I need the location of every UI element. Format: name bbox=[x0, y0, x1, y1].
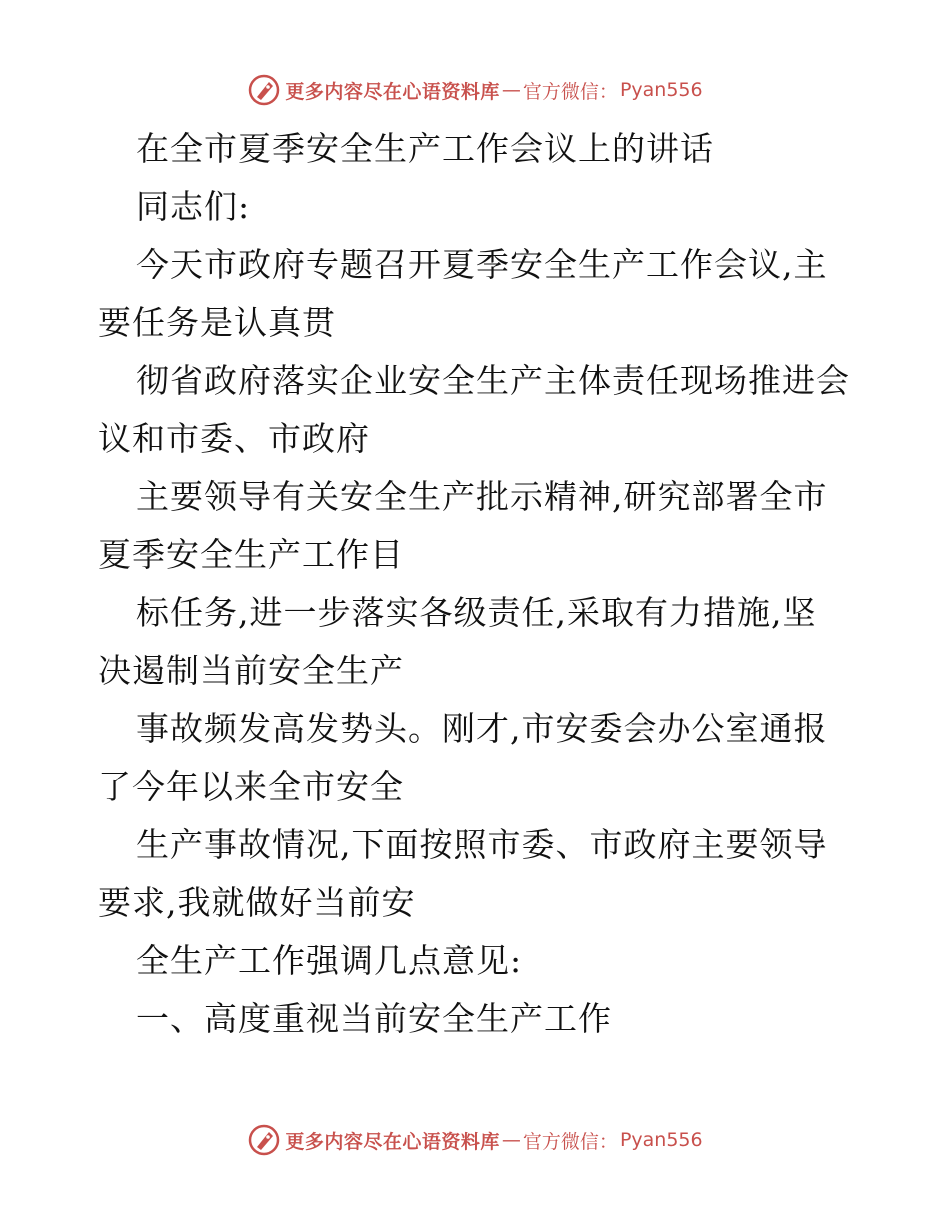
banner-separator: — bbox=[501, 1129, 521, 1151]
banner-official-label: 官方微信： bbox=[522, 80, 618, 103]
paragraph-line: 标任务,进一步落实各级责任,采取有力措施,坚 bbox=[136, 593, 817, 632]
pen-nib-logo-icon bbox=[247, 1123, 281, 1157]
banner-separator: — bbox=[501, 79, 521, 101]
banner-text: 更多内容尽在心语资料库 bbox=[285, 1130, 500, 1153]
banner-text: 更多内容尽在心语资料库 bbox=[285, 80, 500, 103]
salutation: 同志们: bbox=[136, 187, 251, 226]
paragraph-line: 主要领导有关安全生产批示精神,研究部署全市 bbox=[136, 477, 828, 516]
document-title: 在全市夏季安全生产工作会议上的讲话 bbox=[136, 129, 714, 168]
paragraph-line: 事故频发高发势头。刚才,市安委会办公室通报 bbox=[136, 709, 828, 748]
header-watermark-banner bbox=[0, 70, 950, 110]
paragraph-line: 彻省政府落实企业安全生产主体责任现场推进会 bbox=[136, 361, 850, 400]
paragraph-line: 要任务是认真贯 bbox=[98, 303, 336, 342]
paragraph-line: 要求,我就做好当前安 bbox=[98, 883, 416, 922]
paragraph-line: 了今年以来全市安全 bbox=[98, 767, 404, 806]
paragraph-line: 生产事故情况,下面按照市委、市政府主要领导 bbox=[136, 825, 828, 864]
paragraph-line: 决遏制当前安全生产 bbox=[98, 651, 404, 690]
banner-official-label: 官方微信： bbox=[522, 1130, 618, 1153]
paragraph-line: 夏季安全生产工作目 bbox=[98, 535, 404, 574]
paragraph-line: 全生产工作强调几点意见: bbox=[136, 941, 523, 980]
section-heading: 一、高度重视当前安全生产工作 bbox=[136, 999, 612, 1038]
paragraph-line: 议和市委、市政府 bbox=[98, 419, 370, 458]
paragraph-line: 今天市政府专题召开夏季安全生产工作会议,主 bbox=[136, 245, 828, 284]
document-body bbox=[98, 120, 858, 1048]
banner-wechat-id: Pyan556 bbox=[619, 1129, 703, 1151]
footer-watermark-banner bbox=[0, 1120, 950, 1160]
banner-wechat-id: Pyan556 bbox=[619, 79, 703, 101]
pen-nib-logo-icon bbox=[247, 73, 281, 107]
